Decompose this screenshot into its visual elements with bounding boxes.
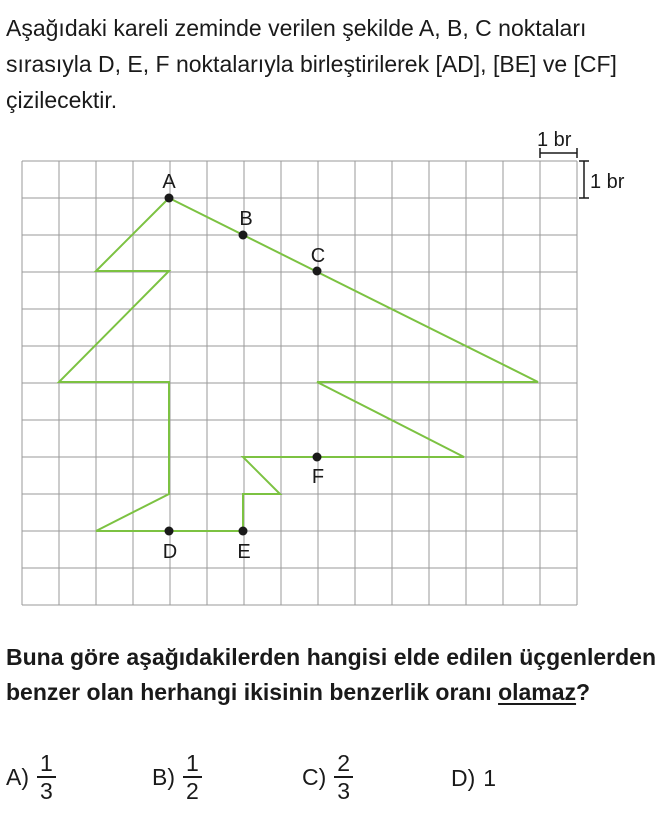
option-c-numerator: 2: [337, 750, 351, 776]
point-c: [313, 267, 322, 276]
option-b[interactable]: [152, 750, 202, 804]
unit-y-indicator: [579, 161, 589, 198]
option-c[interactable]: [302, 750, 353, 804]
option-d-value: 1: [483, 765, 497, 791]
option-b-fraction: [183, 750, 202, 804]
question-end: ?: [576, 679, 591, 705]
grid-figure: [0, 120, 665, 620]
point-d: [165, 527, 174, 536]
option-d[interactable]: [451, 765, 496, 792]
point-e: [239, 527, 248, 536]
question-emphasis: olamaz: [498, 679, 577, 705]
option-b-denominator: 2: [183, 776, 202, 804]
option-b-letter: B): [152, 763, 175, 790]
label-d: D: [162, 541, 178, 563]
option-c-letter: C): [302, 763, 327, 790]
option-c-denominator: 3: [334, 776, 353, 804]
label-c: C: [310, 245, 326, 267]
question-main: Buna göre aşağıdakilerden hangisi elde edilen üçgenlerden benzer olan herhangi ikisinin benzerlik oranı: [6, 644, 656, 705]
point-a: [165, 194, 174, 203]
option-b-numerator: 1: [186, 750, 199, 776]
option-a-numerator: 1: [40, 750, 53, 776]
label-b: B: [239, 208, 253, 230]
question-text: [6, 640, 656, 710]
point-b: [239, 231, 248, 240]
unit-y-label: 1 br: [590, 171, 625, 193]
problem-statement: Aşağıdaki kareli zeminde verilen şekilde A, B, C noktaları sırasıyla D, E, F noktalarıyla birleştirilerek [AD], [BE] ve [CF] çizilecektir.: [6, 15, 617, 113]
option-a[interactable]: [6, 750, 56, 804]
option-c-fraction: [334, 750, 353, 804]
option-a-letter: A): [6, 763, 29, 790]
option-a-denominator: 3: [37, 776, 56, 804]
unit-x-label: 1 br: [537, 129, 572, 151]
option-a-fraction: [37, 750, 56, 804]
label-e: E: [237, 541, 251, 563]
label-f: F: [311, 466, 325, 488]
label-a: A: [162, 171, 176, 193]
option-d-letter: D): [451, 765, 476, 791]
point-f: [313, 453, 322, 462]
